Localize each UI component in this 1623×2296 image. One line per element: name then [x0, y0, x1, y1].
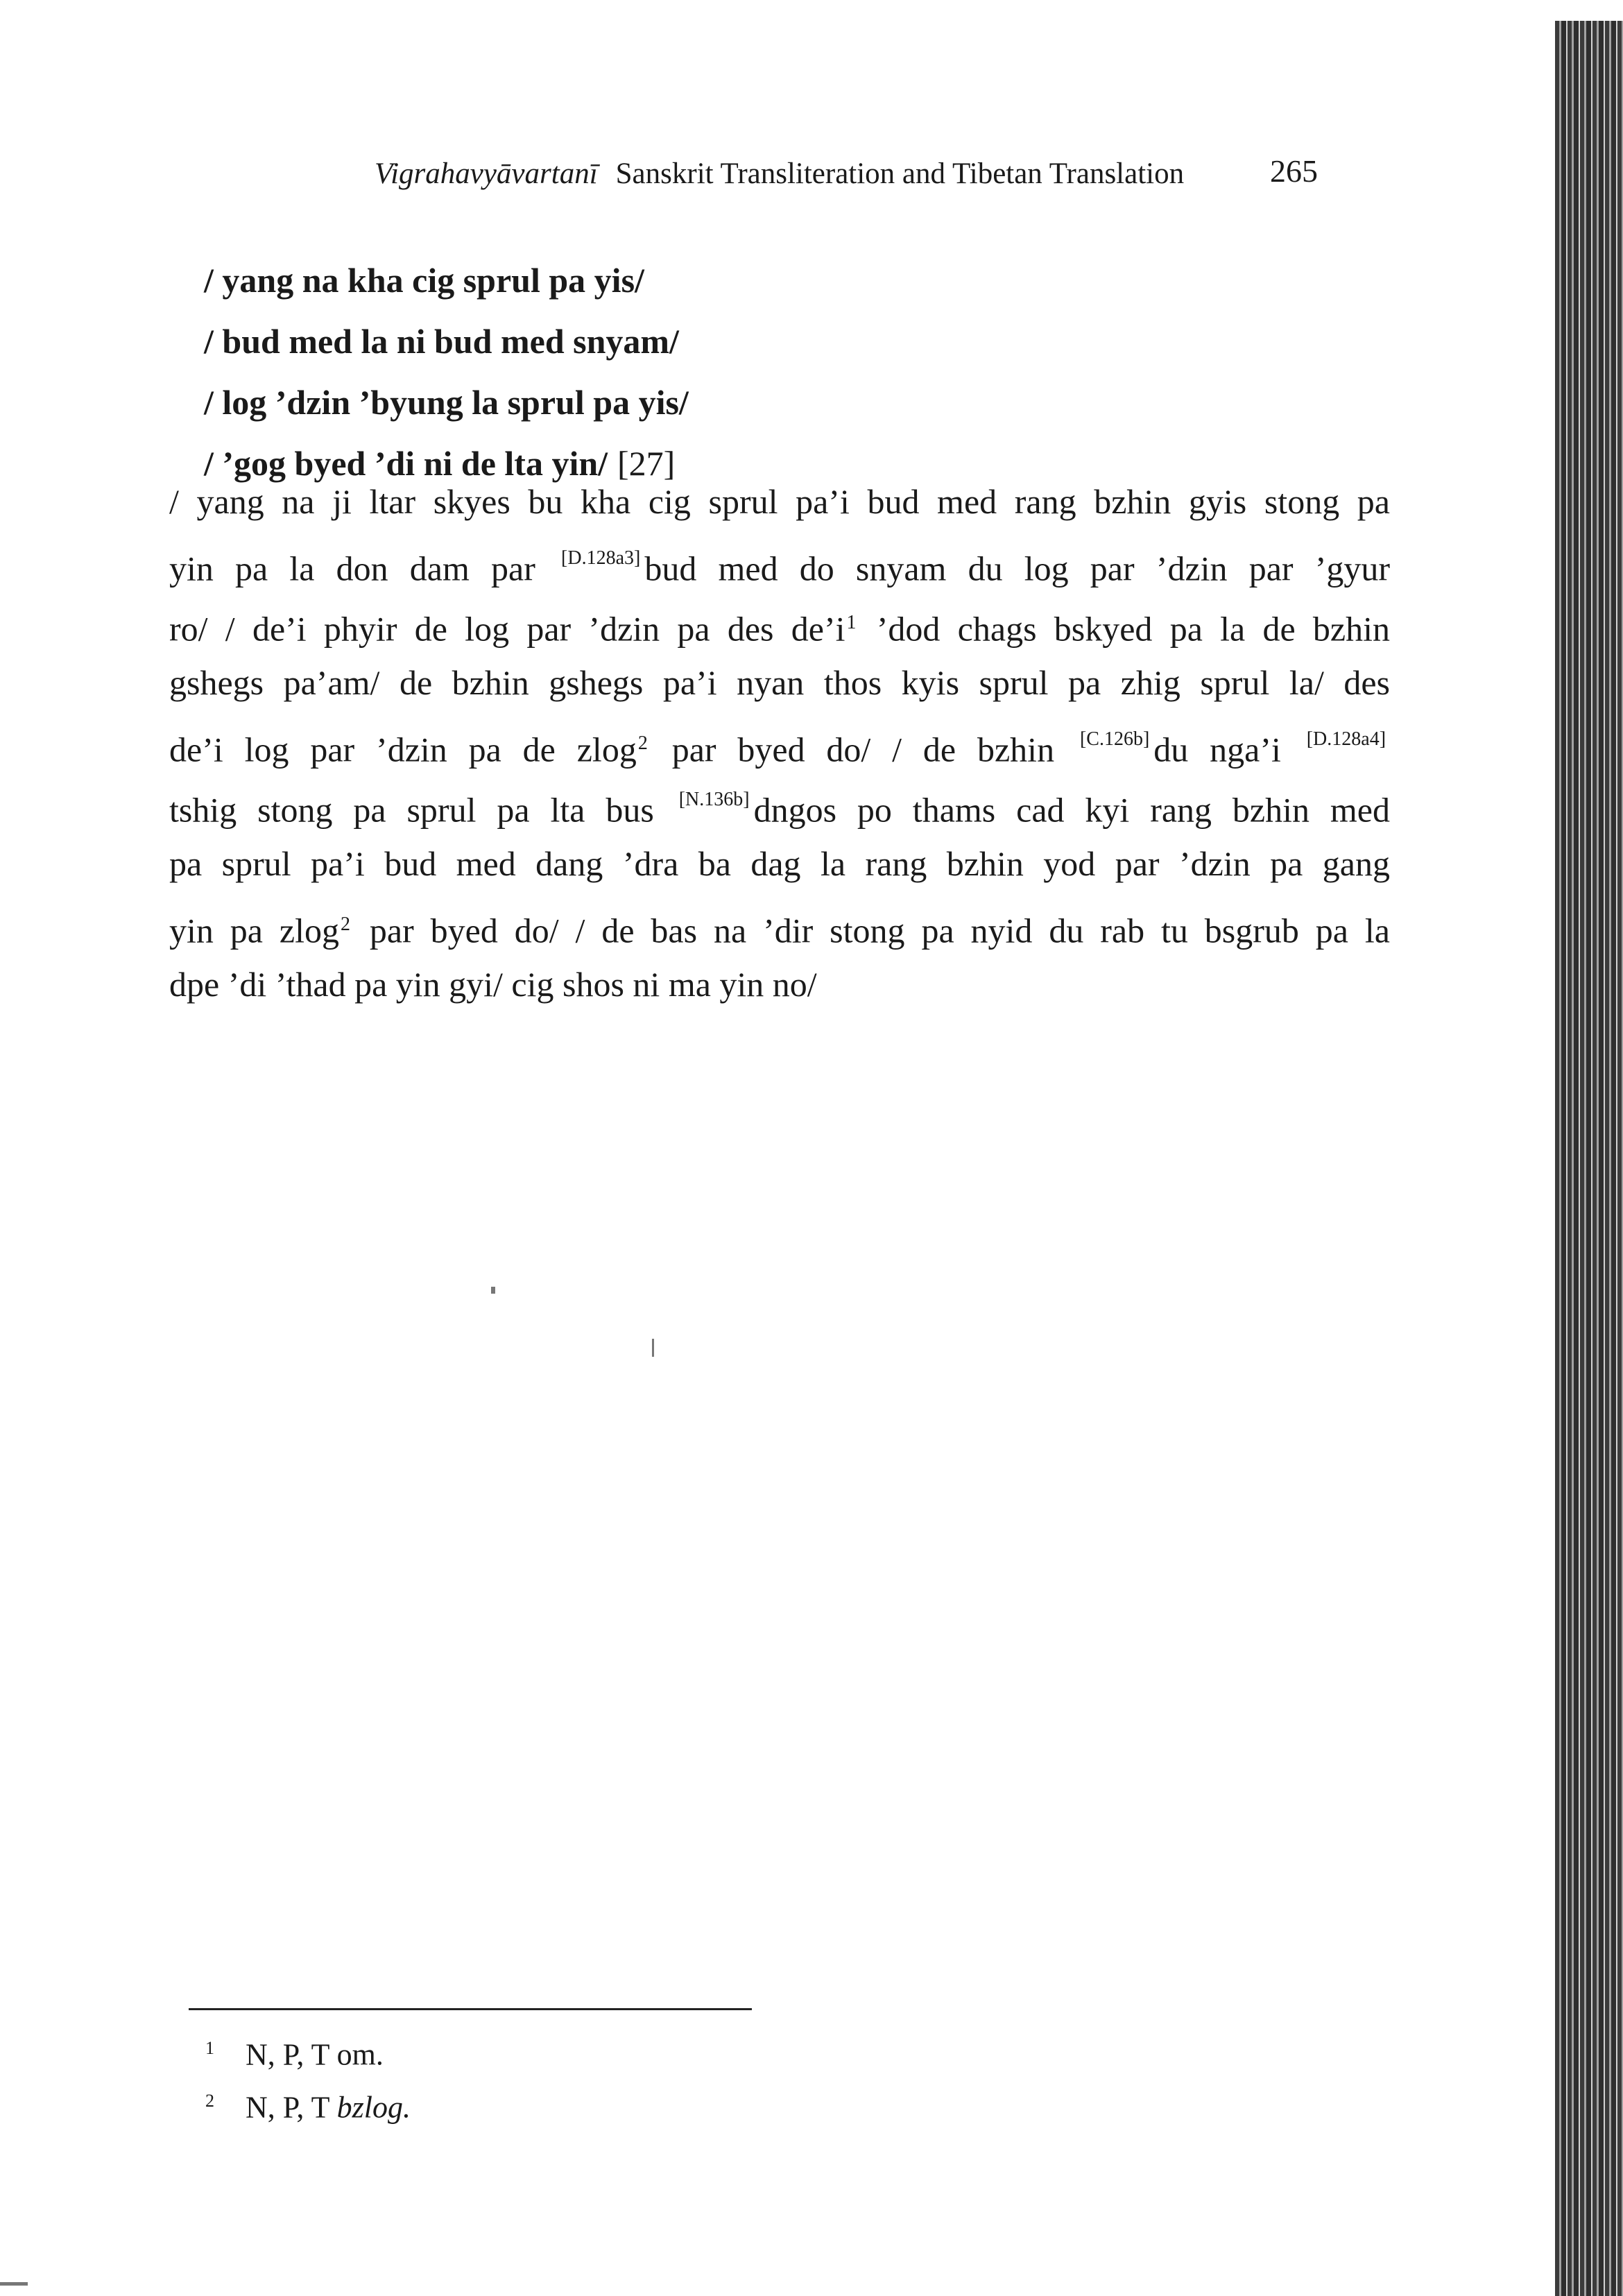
text-span: de’i log par ’dzin pa de zlog [169, 730, 637, 769]
footnote-text [246, 2090, 411, 2124]
text-span: bud med do snyam du log par ’dzin par ’gyur [644, 549, 1390, 588]
folio-ref: [D.128a4] [1306, 728, 1386, 750]
folio-ref: [C.126b] [1079, 728, 1150, 750]
commentary-line: gshegs pa’am/ de bzhin gshegs pa’i nyan thos kyis sprul pa zhig sprul la/ des [169, 663, 1390, 702]
footnote [205, 2078, 411, 2131]
text-span: ’dod chags bskyed pa la de bzhin [876, 609, 1391, 649]
header-subtitle: Sanskrit Transliteration and Tibetan Translation [615, 157, 1185, 190]
text-span: par byed do/ / de bas na ’dir stong pa nyid du rab tu bsgrub pa la [369, 911, 1390, 950]
scan-speck [652, 1339, 654, 1357]
running-header [375, 153, 1318, 205]
footnote-rule [189, 2008, 752, 2010]
verse-number: [27] [617, 444, 676, 483]
footnote-text-italic: bzlog. [336, 2090, 411, 2125]
commentary-line: / yang na ji ltar skyes bu kha cig sprul pa’i bud med rang bzhin gyis stong pa [169, 482, 1390, 521]
text-span: tshig stong pa sprul pa lta bus [169, 790, 654, 830]
verse-line-text: / ’gog byed ’di ni de lta yin/ [204, 444, 608, 483]
scan-speck [0, 2282, 28, 2286]
commentary-line [169, 532, 1390, 592]
folio-ref: [N.136b] [678, 789, 750, 810]
text-span: du nga’i [1153, 730, 1281, 769]
footnotes [205, 2025, 411, 2130]
footnote-ref: 1 [846, 612, 857, 633]
header-title: Vigrahavyāvartanī [375, 157, 598, 190]
footnote-number: 2 [205, 2090, 214, 2111]
text-span: yin pa la don dam par [169, 549, 535, 588]
commentary-line [169, 894, 1390, 954]
text-span: par byed do/ / de bzhin [671, 730, 1055, 769]
commentary-line [169, 592, 1390, 653]
verse-line: / log ’dzin ’byung la sprul pa yis/ [204, 383, 689, 422]
footnote-number: 1 [205, 2038, 214, 2058]
footnote-text: N, P, T om. [246, 2037, 384, 2072]
scan-speck [491, 1287, 495, 1294]
commentary-line [169, 713, 1390, 773]
footnote-ref: 2 [637, 733, 648, 754]
text-span: ro/ / de’i phyir de log par ’dzin pa des de’i [169, 609, 845, 649]
folio-ref: [D.128a3] [561, 547, 641, 569]
verse-line: / bud med la ni bud med snyam/ [204, 322, 679, 361]
footnote-text-plain: N, P, T [246, 2090, 337, 2125]
commentary-line: dpe ’di ’thad pa yin gyi/ cig shos ni ma yin no/ [169, 965, 817, 1004]
text-span: yin pa zlog [169, 911, 339, 950]
commentary-paragraph [169, 472, 1390, 1015]
footnote [205, 2025, 411, 2078]
commentary-line: pa sprul pa’i bud med dang ’dra ba dag la rang bzhin yod par ’dzin pa gang [169, 844, 1390, 883]
text-span: dngos po thams cad kyi rang bzhin med [753, 790, 1390, 830]
verse-line: / yang na kha cig sprul pa yis/ [204, 261, 644, 300]
verse-block [204, 250, 689, 494]
page-number: 265 [1270, 153, 1318, 189]
footnote-ref: 2 [340, 914, 350, 935]
scan-binding-edge [1555, 21, 1623, 2296]
commentary-line [169, 773, 1390, 834]
